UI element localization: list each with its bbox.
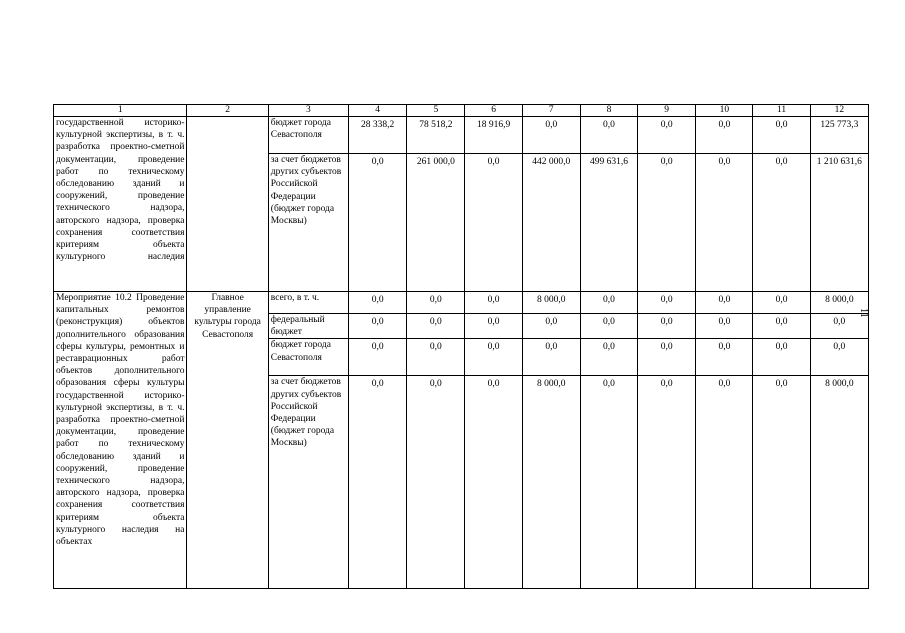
value-cell: 0,0 <box>465 376 522 589</box>
value-cell: 125 773,3 <box>810 117 868 154</box>
header-row <box>54 105 869 117</box>
value-cell: 0,0 <box>753 292 810 314</box>
value-cell: 1 210 631,6 <box>810 154 868 292</box>
value-cell: 0,0 <box>349 376 407 589</box>
measure-description: Мероприятие 10.2 Проведение капитальных ремонтов (реконструкция) объектов дополнительного образования сферы культуры, ремонтных и реставрационных работ объектов дополнительного образования сферы культуры государственной историко-культурной экспертизы, в т. ч. разработка проектно-сметной документации, проведение работ по техническому обследованию зданий и сооружений, проведение технического надзора, авторского надзора, проверка сохранения соответствия критериям объекта культурного наследия на объектах <box>54 292 187 589</box>
header-cell: 7 <box>522 105 580 117</box>
value-cell: 442 000,0 <box>522 154 580 292</box>
header-cell: 1 <box>54 105 187 117</box>
value-cell: 8 000,0 <box>810 292 868 314</box>
page-number: 11 <box>858 308 869 318</box>
value-cell: 0,0 <box>638 339 696 376</box>
budget-table <box>53 104 869 589</box>
value-cell: 0,0 <box>465 314 522 339</box>
value-cell: 0,0 <box>753 314 810 339</box>
header-cell: 10 <box>696 105 753 117</box>
funding-source: за счет бюджетов других субъектов Российской Федерации (бюджет города Москвы) <box>268 376 348 589</box>
value-cell: 0,0 <box>580 117 637 154</box>
executor-cell <box>187 117 268 292</box>
value-cell: 0,0 <box>638 292 696 314</box>
value-cell: 0,0 <box>522 339 580 376</box>
value-cell: 0,0 <box>696 339 753 376</box>
table-row <box>54 117 869 154</box>
value-cell: 18 916,9 <box>465 117 522 154</box>
header-cell: 2 <box>187 105 268 117</box>
measure-description: государственной историко-культурной экспертизы, в т. ч. разработка проектно-сметной документации, проведение работ по техническому обследованию зданий и сооружений, проведение технического надзора, авторского надзора, проверка сохранения соответствия критериям объекта культурного наследия <box>54 117 187 292</box>
value-cell: 0,0 <box>753 376 810 589</box>
funding-source: федеральный бюджет <box>268 314 348 339</box>
value-cell: 0,0 <box>753 339 810 376</box>
value-cell: 0,0 <box>696 117 753 154</box>
header-cell: 3 <box>268 105 348 117</box>
value-cell: 261 000,0 <box>407 154 465 292</box>
value-cell: 0,0 <box>407 292 465 314</box>
value-cell: 0,0 <box>580 314 637 339</box>
value-cell: 0,0 <box>465 292 522 314</box>
value-cell: 0,0 <box>349 292 407 314</box>
value-cell: 0,0 <box>638 376 696 589</box>
header-cell: 11 <box>753 105 810 117</box>
funding-source: бюджет города Севастополя <box>268 339 348 376</box>
value-cell: 0,0 <box>696 376 753 589</box>
value-cell: 0,0 <box>810 339 868 376</box>
value-cell: 0,0 <box>349 154 407 292</box>
value-cell: 78 518,2 <box>407 117 465 154</box>
value-cell: 0,0 <box>580 339 637 376</box>
value-cell: 0,0 <box>638 314 696 339</box>
value-cell: 0,0 <box>407 339 465 376</box>
value-cell: 0,0 <box>349 314 407 339</box>
funding-source: бюджет города Севастополя <box>268 117 348 154</box>
value-cell: 0,0 <box>638 117 696 154</box>
header-cell: 5 <box>407 105 465 117</box>
funding-source: за счет бюджетов других субъектов Российской Федерации (бюджет города Москвы) <box>268 154 348 292</box>
value-cell: 499 631,6 <box>580 154 637 292</box>
value-cell: 0,0 <box>753 117 810 154</box>
header-cell: 12 <box>810 105 868 117</box>
value-cell: 8 000,0 <box>522 376 580 589</box>
executor-cell: Главное управление культуры города Севастополя <box>187 292 268 589</box>
value-cell: 8 000,0 <box>810 376 868 589</box>
value-cell: 0,0 <box>465 339 522 376</box>
header-cell: 4 <box>349 105 407 117</box>
value-cell: 0,0 <box>580 376 637 589</box>
value-cell: 0,0 <box>407 314 465 339</box>
value-cell: 0,0 <box>522 117 580 154</box>
value-cell: 0,0 <box>638 154 696 292</box>
header-cell: 9 <box>638 105 696 117</box>
value-cell: 0,0 <box>696 314 753 339</box>
funding-source: всего, в т. ч. <box>268 292 348 314</box>
header-cell: 6 <box>465 105 522 117</box>
header-cell: 8 <box>580 105 637 117</box>
value-cell: 28 338,2 <box>349 117 407 154</box>
value-cell: 0,0 <box>349 339 407 376</box>
value-cell: 0,0 <box>696 154 753 292</box>
table-row <box>54 292 869 314</box>
value-cell: 0,0 <box>753 154 810 292</box>
value-cell: 0,0 <box>580 292 637 314</box>
value-cell: 0,0 <box>810 314 868 339</box>
value-cell: 0,0 <box>522 314 580 339</box>
value-cell: 8 000,0 <box>522 292 580 314</box>
value-cell: 0,0 <box>696 292 753 314</box>
value-cell: 0,0 <box>465 154 522 292</box>
value-cell: 0,0 <box>407 376 465 589</box>
